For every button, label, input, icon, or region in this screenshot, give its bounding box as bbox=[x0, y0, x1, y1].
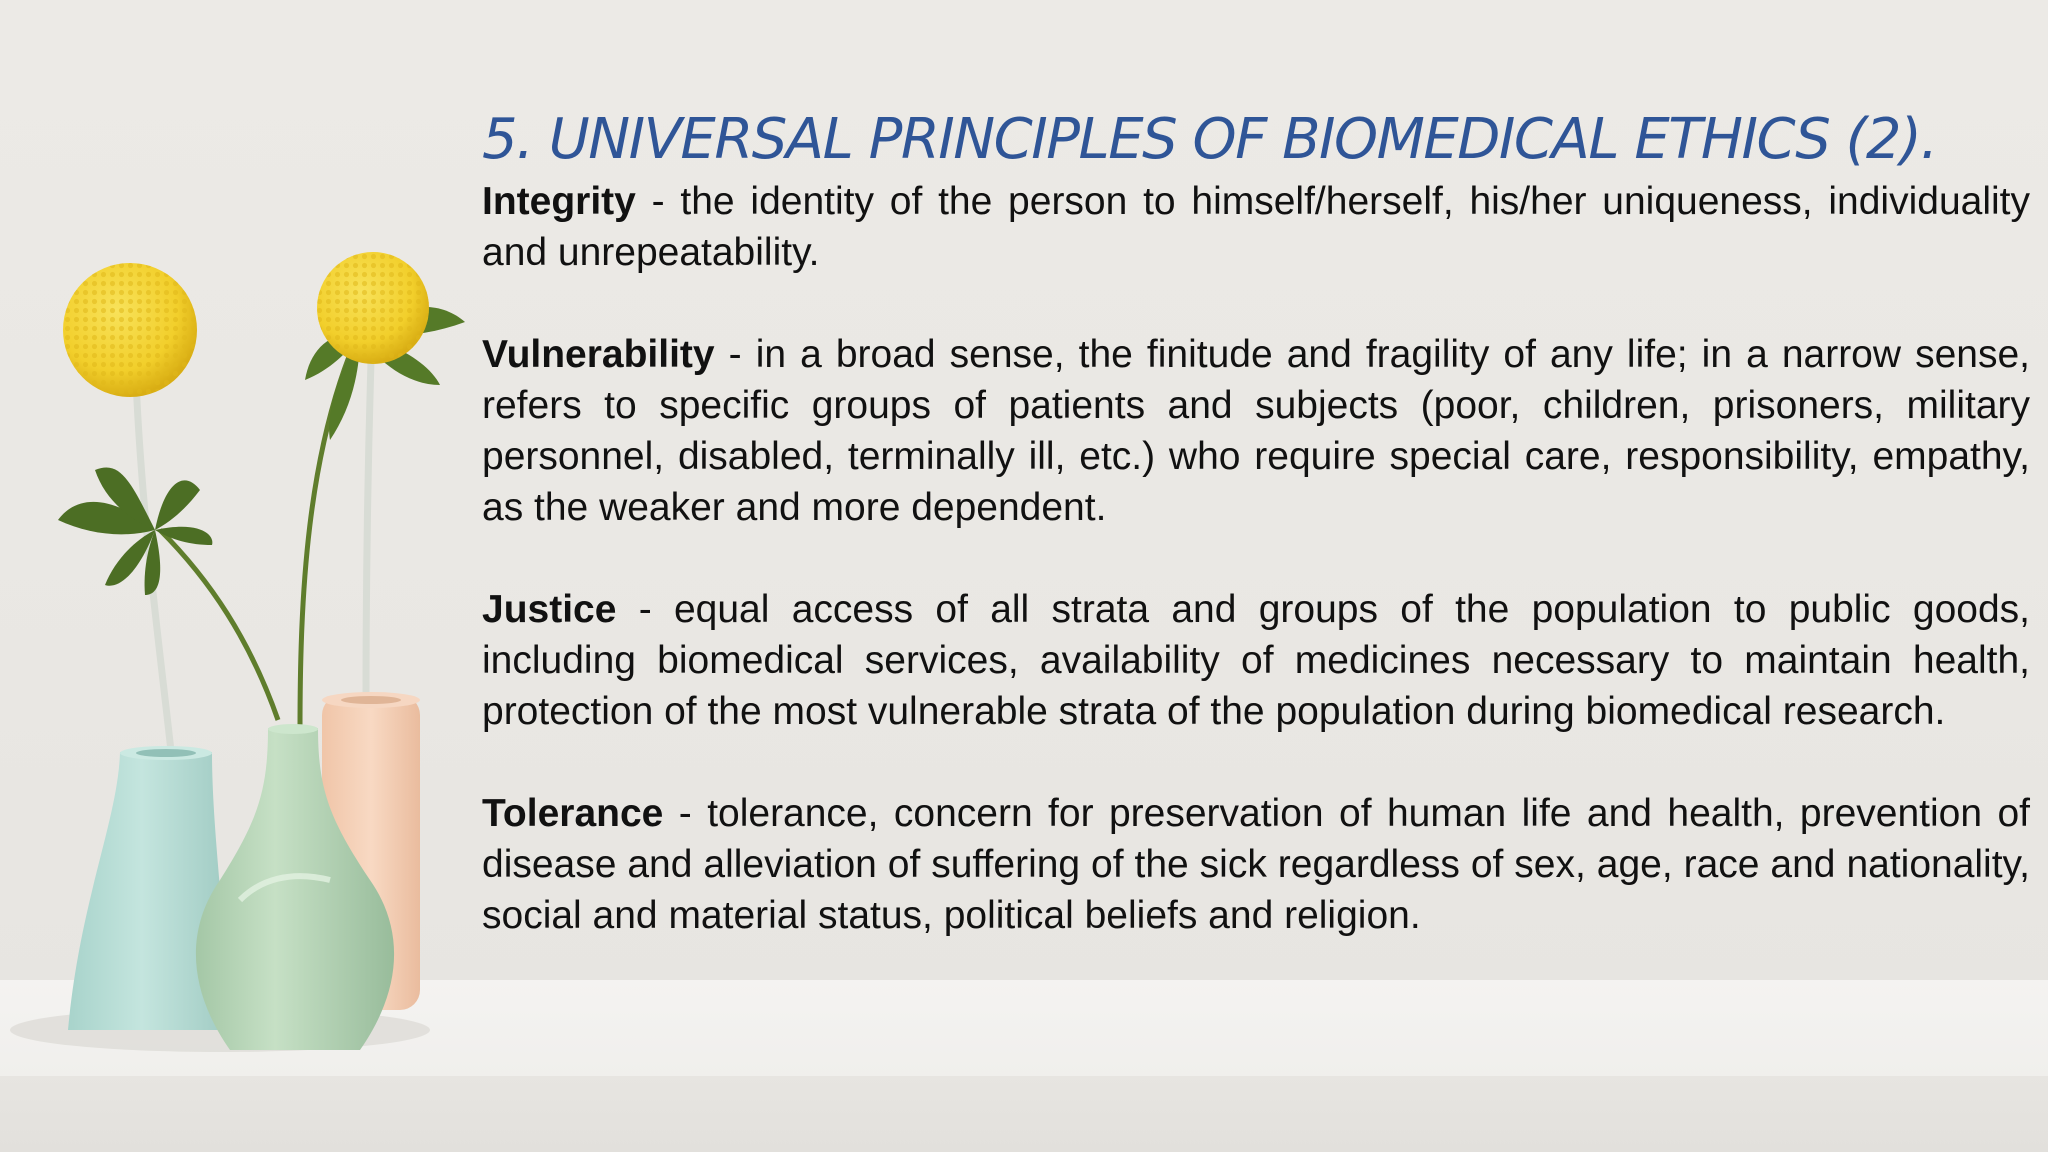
yellow-flower-right bbox=[317, 252, 429, 364]
principle-definition: - the identity of the person to himself/herself, his/her uniqueness, individuality and unrepeatability. bbox=[482, 180, 2030, 274]
principle-definition: - equal access of all strata and groups of the population to public goods, including biomedical services, availability of medicines necessary to maintain health, protection of the most vulnerable strata of the population during biomedical research. bbox=[482, 588, 2030, 733]
leaf-cluster-left bbox=[58, 468, 212, 596]
principle-term: Vulnerability bbox=[482, 333, 715, 376]
principle-term: Justice bbox=[482, 588, 617, 631]
principle-justice bbox=[482, 584, 2030, 737]
principle-term: Tolerance bbox=[482, 792, 664, 835]
principle-definition: - in a broad sense, the finitude and fragility of any life; in a narrow sense, refers to specific groups of patients and subjects (poor, children, prisoners, military personnel, disabled, terminally ill, etc.) who require special care, responsibility, empathy, as the weaker and more dependent. bbox=[482, 333, 2030, 529]
slide-content bbox=[482, 104, 2030, 941]
stem-right bbox=[366, 330, 372, 700]
slide-title: 5. UNIVERSAL PRINCIPLES OF BIOMEDICAL ETHICS (2). bbox=[482, 107, 1937, 172]
principle-integrity bbox=[482, 176, 2030, 278]
vases-with-flowers-illustration bbox=[0, 0, 480, 1152]
principle-vulnerability bbox=[482, 329, 2030, 533]
yellow-flower-left bbox=[63, 263, 197, 397]
principle-term: Integrity bbox=[482, 180, 636, 223]
principle-tolerance bbox=[482, 788, 2030, 941]
stem-leaf-left bbox=[160, 530, 278, 720]
principle-definition: - tolerance, concern for preservation of human life and health, prevention of disease and alleviation of suffering of the sick regardless of sex, age, race and nationality, social and material status, political beliefs and religion. bbox=[482, 792, 2030, 937]
